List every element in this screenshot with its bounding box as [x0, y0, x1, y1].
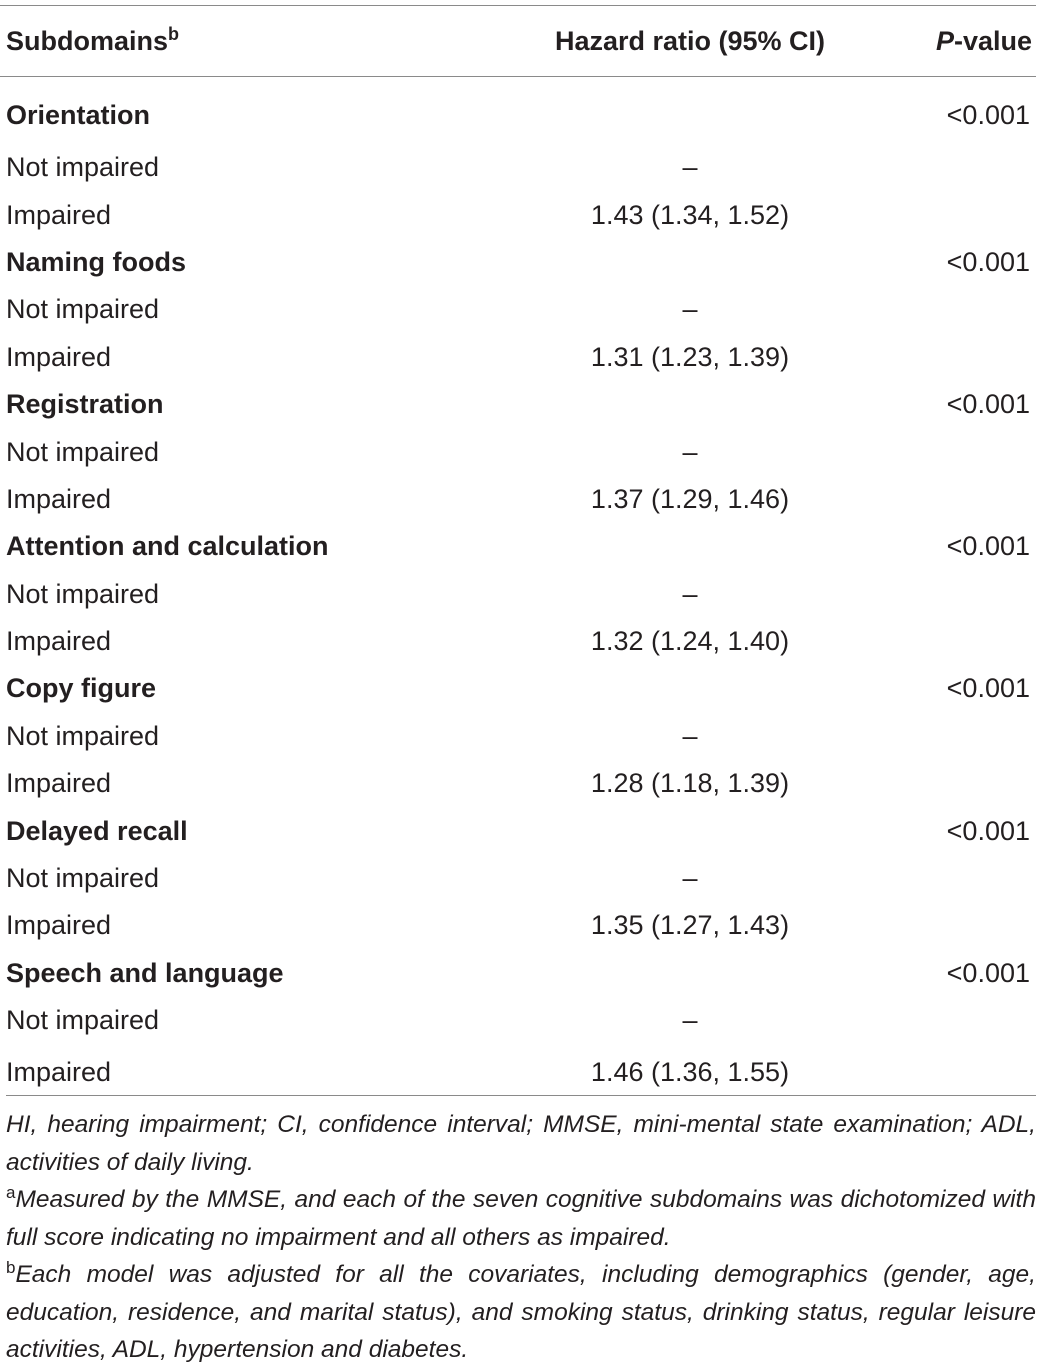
header-p-value: P-value	[935, 25, 1032, 56]
cell-hazard-ratio	[360, 239, 860, 286]
cell-hazard-ratio	[360, 523, 860, 570]
cell-p-value	[860, 571, 1036, 618]
cell-subdomain: Orientation	[6, 100, 151, 130]
cell-subdomain: Impaired	[6, 910, 112, 941]
cell-hazard-ratio: 1.37 (1.29, 1.46)	[590, 483, 790, 514]
cell-subdomain: Naming foods	[6, 246, 186, 277]
cell-p-value	[860, 191, 1036, 238]
table-row-domain	[0, 665, 1036, 712]
cell-p-value: <0.001	[946, 246, 1030, 277]
footnote-b-marker: b	[168, 23, 180, 44]
table-row	[0, 713, 1036, 760]
cell-subdomain: Not impaired	[6, 152, 160, 183]
cell-p-value	[860, 286, 1036, 333]
cell-hazard-ratio: –	[682, 294, 698, 325]
cell-hazard-ratio	[360, 950, 860, 997]
cell-p-value	[860, 476, 1036, 523]
table-row	[0, 191, 1036, 238]
table-row	[0, 997, 1036, 1044]
cell-subdomain: Not impaired	[6, 863, 160, 894]
table-row	[0, 855, 1036, 902]
cell-hazard-ratio: –	[682, 436, 698, 467]
table-row	[0, 902, 1036, 949]
table-row-domain	[0, 807, 1036, 854]
cell-hazard-ratio: 1.43 (1.34, 1.52)	[590, 199, 790, 230]
cell-p-value: <0.001	[946, 957, 1030, 988]
cell-subdomain: Impaired	[6, 1057, 112, 1088]
cell-p-value	[860, 760, 1036, 807]
cell-subdomain: Not impaired	[6, 578, 160, 609]
table-row	[0, 144, 1036, 191]
cell-subdomain: Impaired	[6, 768, 112, 799]
table-row-domain	[0, 523, 1036, 570]
table-row	[0, 476, 1036, 523]
header-row	[0, 6, 1036, 77]
cell-hazard-ratio: 1.46 (1.36, 1.55)	[590, 1057, 790, 1088]
table-row	[0, 286, 1036, 333]
cell-hazard-ratio: –	[682, 1005, 698, 1036]
cell-subdomain: Not impaired	[6, 436, 160, 467]
cell-hazard-ratio: 1.31 (1.23, 1.39)	[590, 341, 790, 372]
cell-hazard-ratio: 1.28 (1.18, 1.39)	[590, 768, 790, 799]
cell-p-value	[860, 902, 1036, 949]
footnote-a: $^a$Measured by the MMSE, and each of the seven cognitive subdomains was dichotomized with full score indicating no impairment and all others as impaired.	[6, 1182, 1036, 1251]
cell-subdomain: Impaired	[6, 341, 112, 372]
header-hazard-ratio: Hazard ratio (95% CI)	[554, 25, 826, 56]
cell-p-value: <0.001	[946, 815, 1030, 846]
cell-subdomain: Not impaired	[6, 720, 160, 751]
cell-subdomain: Impaired	[6, 483, 112, 514]
cell-hazard-ratio	[360, 665, 860, 712]
table-body	[0, 77, 1036, 1112]
cell-hazard-ratio	[360, 807, 860, 854]
cell-hazard-ratio	[360, 77, 860, 145]
table-footnotes	[6, 1095, 1036, 1369]
cell-hazard-ratio: 1.32 (1.24, 1.40)	[590, 626, 790, 657]
table-row	[0, 428, 1036, 475]
header-subdomains: Subdomains$^b$	[6, 23, 180, 56]
cell-subdomain: Not impaired	[6, 294, 160, 325]
cell-hazard-ratio: –	[682, 863, 698, 894]
cell-p-value	[860, 428, 1036, 475]
cell-subdomain: Not impaired	[6, 1005, 160, 1036]
cell-subdomain: Impaired	[6, 199, 112, 230]
table-row-domain	[0, 950, 1036, 997]
table-row	[0, 618, 1036, 665]
cell-hazard-ratio: –	[682, 578, 698, 609]
cell-subdomain: Attention and calculation	[6, 531, 329, 562]
table-row	[0, 571, 1036, 618]
footnote-b: $^b$Each model was adjusted for all the covariates, including demographics (gender, age, education, residence, and marital status), and smoking status, drinking status, regular leisure activities, ADL, hypertension and diabetes.	[6, 1257, 1036, 1363]
cell-p-value: <0.001	[946, 389, 1030, 420]
cell-p-value	[860, 997, 1036, 1044]
footnote-abbreviations: HI, hearing impairment; CI, confidence interval; MMSE, mini-mental state examination; ADL, activities of daily living.	[6, 1111, 1036, 1176]
cell-hazard-ratio	[360, 381, 860, 428]
cell-p-value	[860, 144, 1036, 191]
cell-p-value	[860, 713, 1036, 760]
table-row	[0, 334, 1036, 381]
cell-subdomain: Registration	[6, 389, 164, 420]
cell-p-value: <0.001	[946, 673, 1030, 704]
cell-subdomain: Speech and language	[6, 957, 284, 988]
cell-subdomain: Delayed recall	[6, 815, 188, 846]
cell-p-value	[860, 334, 1036, 381]
cell-hazard-ratio: –	[682, 720, 698, 751]
cell-p-value	[860, 855, 1036, 902]
table-row-domain	[0, 77, 1036, 145]
cell-p-value: <0.001	[946, 100, 1030, 130]
cell-subdomain: Copy figure	[6, 673, 157, 704]
table-row	[0, 760, 1036, 807]
cell-p-value	[860, 618, 1036, 665]
table-row-domain	[0, 239, 1036, 286]
cell-subdomain: Impaired	[6, 626, 112, 657]
table-header	[0, 6, 1036, 77]
cell-p-value: <0.001	[946, 531, 1030, 562]
cell-hazard-ratio: 1.35 (1.27, 1.43)	[590, 910, 790, 941]
table-row-domain	[0, 381, 1036, 428]
hazard-ratio-table	[0, 5, 1036, 1111]
cell-hazard-ratio: –	[682, 152, 698, 183]
